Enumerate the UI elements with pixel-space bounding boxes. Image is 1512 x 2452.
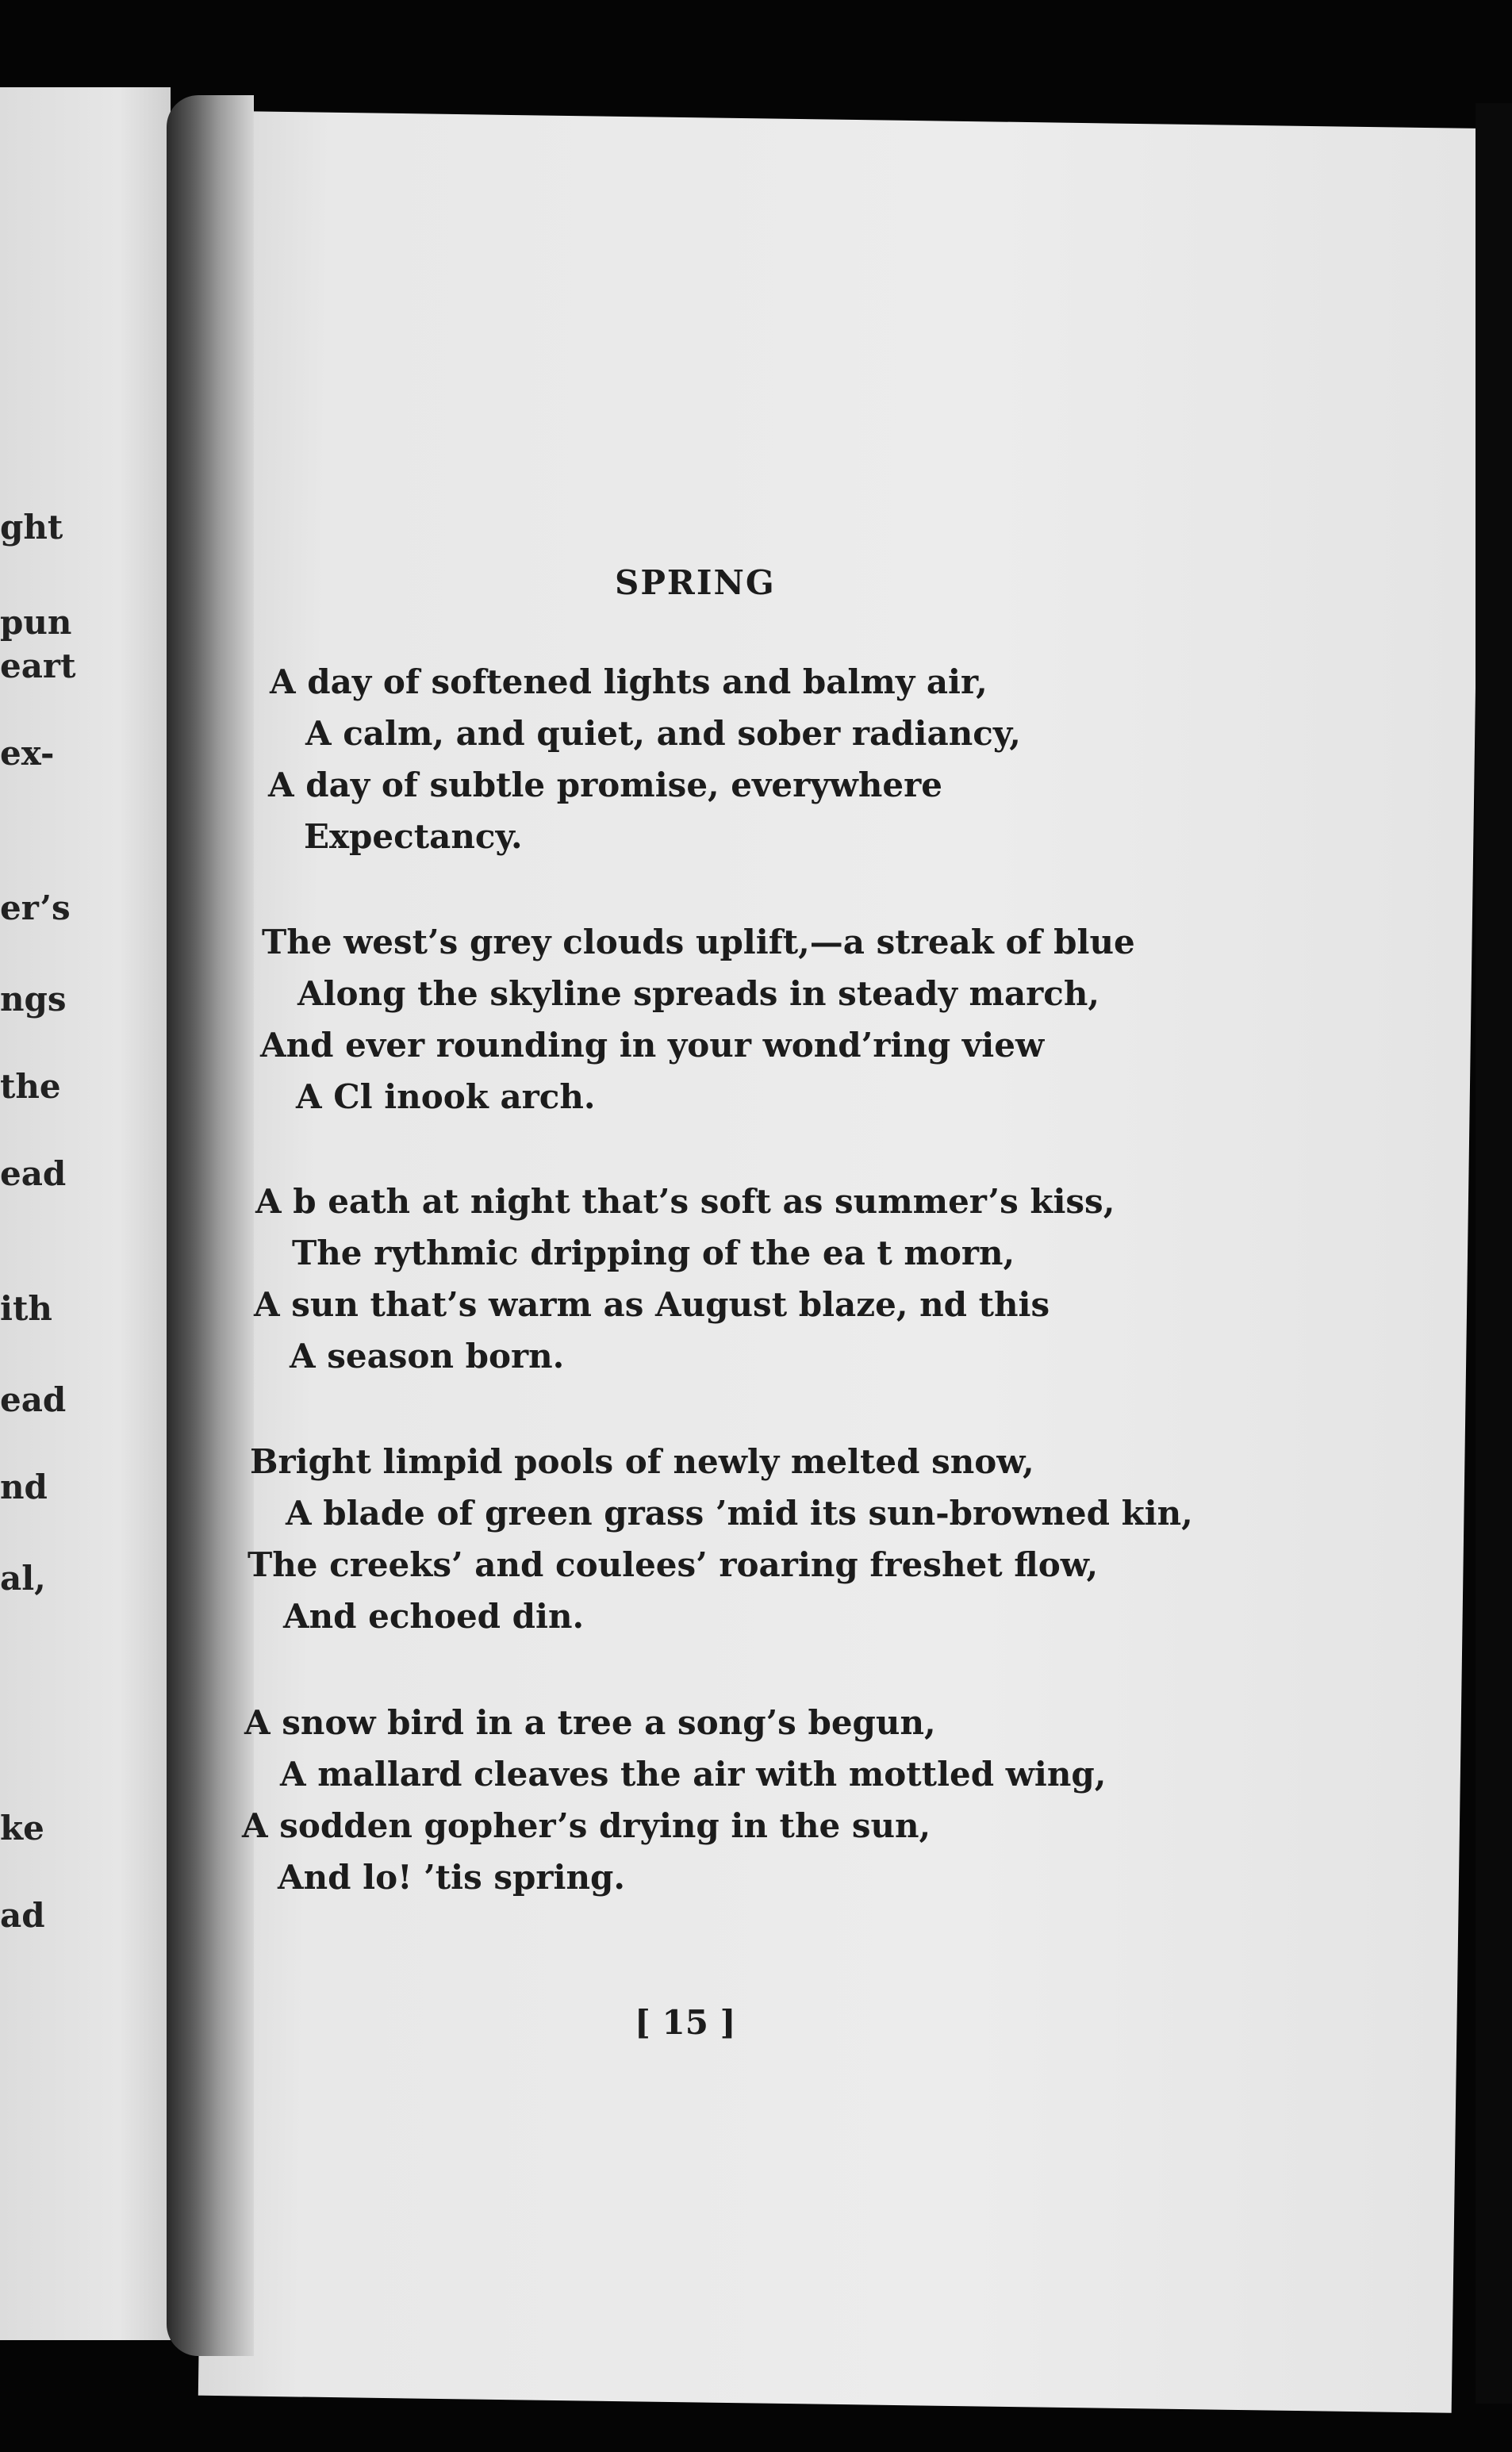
left-fragment: ead [0,1380,67,1419]
left-fragment: ad [0,1896,45,1935]
page-gutter [167,95,254,2356]
left-fragment: ead [0,1154,67,1193]
poem-line: A day of softened lights and balmy air, [270,662,988,701]
scan-edge [1476,103,1512,2404]
poem-line: A sodden gopher’s drying in the sun, [242,1806,931,1845]
poem-line: Expectancy. [304,817,523,856]
poem-line: A calm, and quiet, and sober radiancy, [305,714,1021,753]
poem-line: And echoed din. [283,1597,585,1636]
poem-line: The creeks’ and coulees’ roaring freshet flow, [248,1545,1099,1584]
poem-line: Bright limpid pools of newly melted snow, [250,1442,1034,1481]
poem-line: A b eath at night that’s soft as summer’s kiss, [255,1182,1115,1221]
left-fragment: er’s [0,888,71,927]
poem-line: A mallard cleaves the air with mottled wing, [280,1755,1107,1794]
poem-line: A snow bird in a tree a song’s begun, [244,1703,936,1742]
left-fragment: ke [0,1809,44,1848]
left-fragment: pun [0,603,72,642]
poem-line: A day of subtle promise, everywhere [268,766,942,804]
poem-line: A blade of green grass ’mid its sun-browned kin, [286,1494,1193,1533]
poem-line: A sun that’s warm as August blaze, nd this [254,1285,1050,1324]
left-fragment: ngs [0,980,67,1019]
poem-line: The west’s grey clouds uplift,—a streak of blue [262,923,1135,961]
left-page [0,87,171,2340]
poem-line: A season born. [290,1337,565,1376]
left-fragment: ex- [0,734,55,773]
left-fragment: eart [0,647,76,685]
poem-line: And lo! ’tis spring. [278,1858,626,1897]
poem-title: SPRING [615,563,776,602]
poem-line: The rythmic dripping of the ea t morn, [292,1234,1015,1272]
left-fragment: ght [0,508,63,547]
left-fragment: the [0,1067,61,1106]
poem-line: And ever rounding in your wond’ring view [260,1026,1045,1065]
poem-line: Along the skyline spreads in steady march, [297,974,1100,1013]
page-number: [ 15 ] [635,2003,736,2042]
left-fragment: nd [0,1468,48,1506]
left-fragment: al, [0,1559,46,1598]
poem-line: A Cl inook arch. [296,1077,596,1116]
left-fragment: ith [0,1289,52,1328]
